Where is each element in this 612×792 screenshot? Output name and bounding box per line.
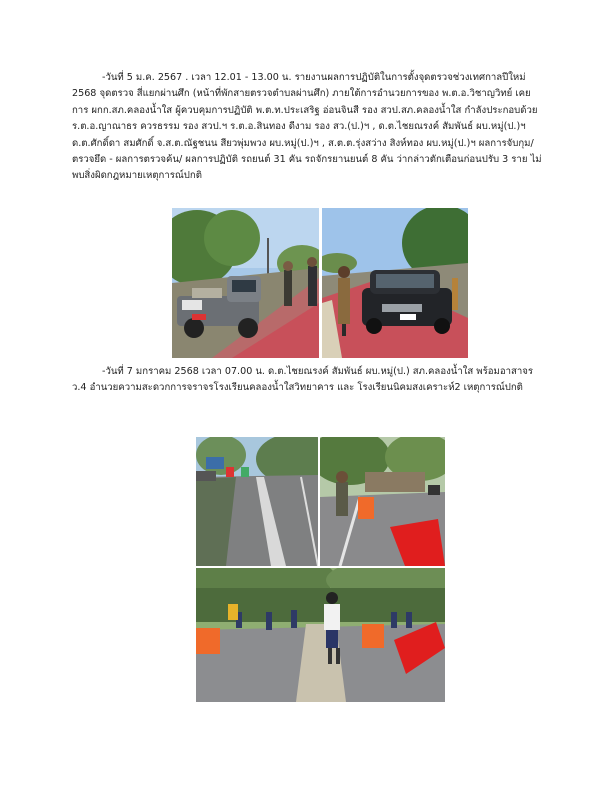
photo-checkpoint-right bbox=[322, 208, 468, 358]
photo-school-top-right bbox=[320, 437, 445, 566]
photo-school-top-left bbox=[196, 437, 318, 566]
report-paragraph-2 bbox=[72, 364, 542, 397]
photo-checkpoint-left bbox=[172, 208, 319, 358]
report-paragraph-1 bbox=[72, 70, 542, 185]
paragraph-1-text: -วันที่ 5 ม.ค. 2567 . เวลา 12.01 - 13.00 น. รายงานผลการปฏิบัติในการตั้งจุดตรวจช่วงเทศกาลปีใหม่ 2568 จุดตรวจ สี่แยกผ่านศึก (หน้าที่พักสายตรวจตำบลผ่านศึก) ภายใต้การอำนวยการของ พ.ต.อ.วิชาญวิทย์ เคยการ ผกก.สภ.คลองน้ำใส ผู้ควบคุมการปฏิบัติ พ.ต.ท.ประเสริฐ อ่อนจินสี รอง สวป.สภ.คลองน้ำใส กำลังประกอบด้วย ร.ต.อ.ญาณาธร ควรธรรม รอง สวป.ฯ ร.ต.อ.สินทอง ดีงาม รอง สว.(ป.)ฯ , ด.ต.ไชยณรงค์ สัมพันธ์ ผบ.หมู่(ป.)ฯ ด.ต.ศักดิ์ดา สมศักดิ์ จ.ส.ต.ณัฐชนน สียวพุ่มพวง ผบ.หมู่(ป.)ฯ , ส.ต.ต.รุ่งสว่าง สิงห์ทอง ผบ.หมู่(ป.)ฯ ผลการจับกุม/ตรวจยึด - ผลการตรวจค้น/ ผลการปฏิบัติ รถยนต์ 31 คัน รถจักรยานยนต์ 8 คัน ว่ากล่าวตักเตือนก่อนปรับ 3 ราย ไม่พบสิ่งผิดกฎหมายเหตุการณ์ปกติ bbox=[72, 72, 542, 182]
paragraph-2-text: -วันที่ 7 มกราคม 2568 เวลา 07.00 น. ด.ต.ไชยณรงค์ สัมพันธ์ ผบ.หมู่(ป.) สภ.คลองน้ำใส พร้อมอาสาจร ว.4 อำนวยความสะดวกการจราจรโรงเรียนคลองน้ำใสวิทยาคาร และ โรงเรียนนิคมสงเคราะห์2 เหตุการณ์ปกติ bbox=[72, 366, 534, 394]
photo-school-bottom bbox=[196, 568, 445, 702]
